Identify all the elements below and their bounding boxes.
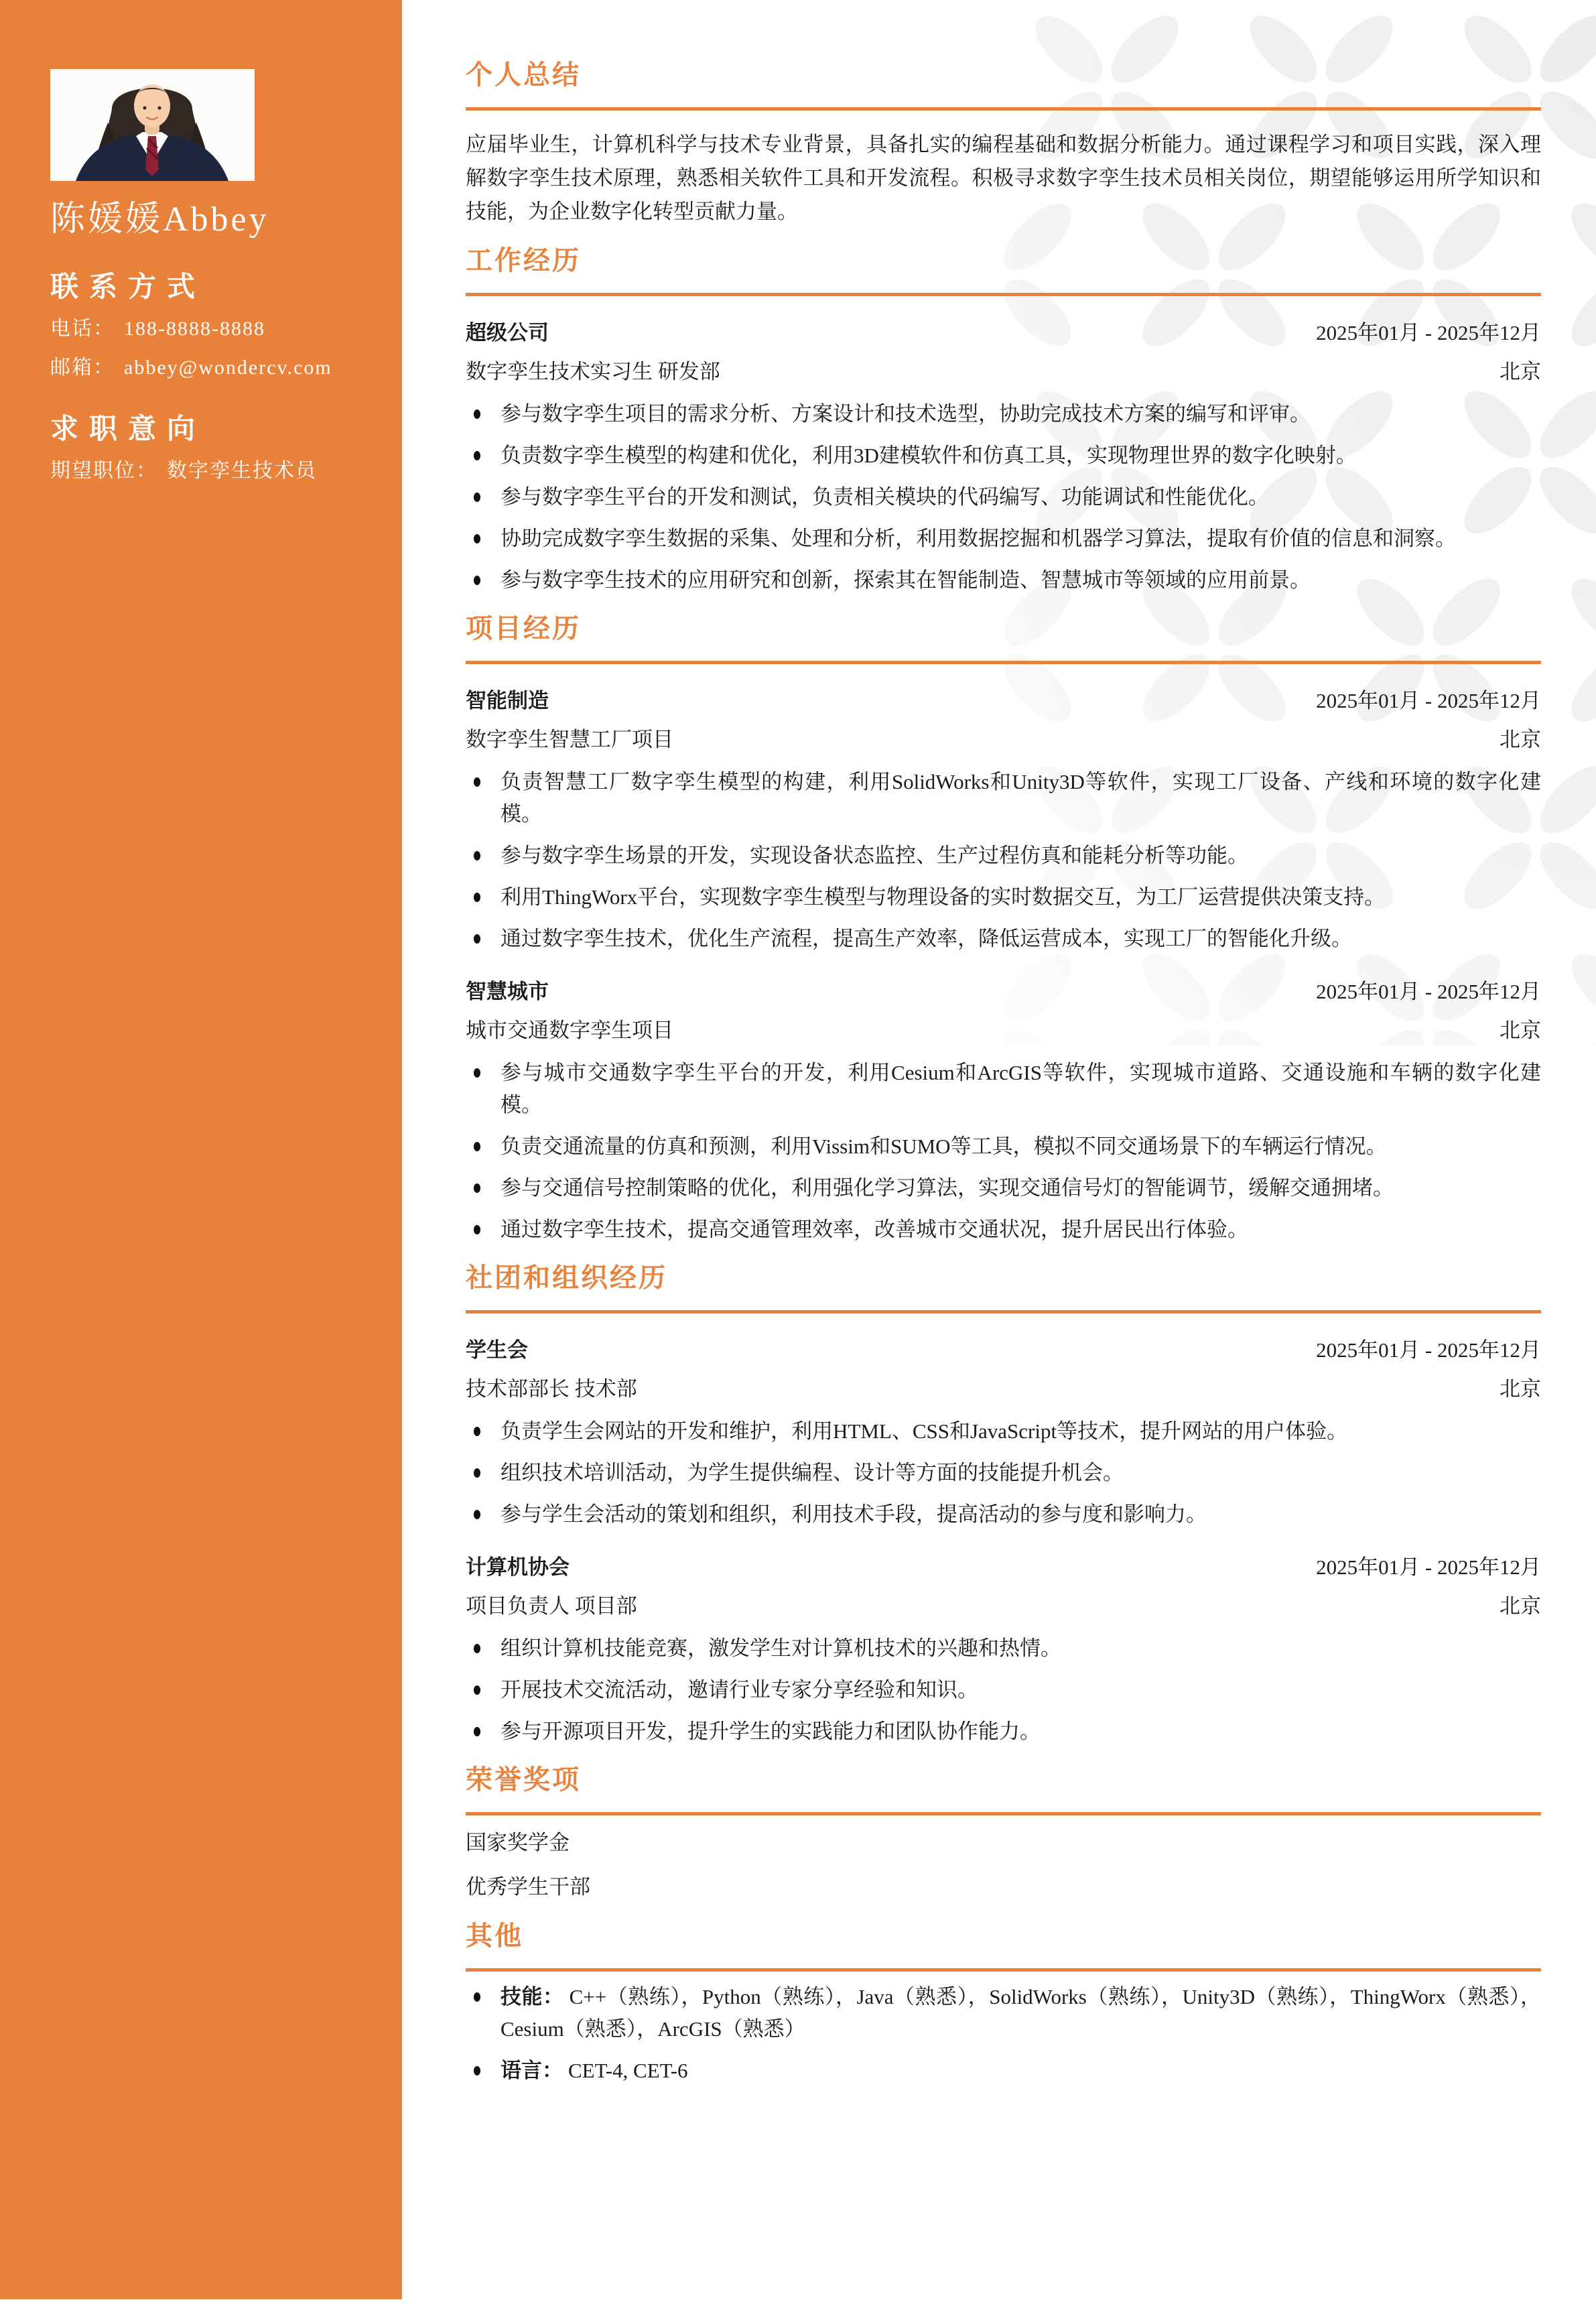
bullet-text: 开展技术交流活动，邀请行业专家分享经验和知识。 [501, 1678, 978, 1702]
section-title: 项目经历 [466, 613, 581, 643]
intention-section-title: 求职意向 [50, 414, 206, 445]
entry-location: 北京 [1500, 1019, 1541, 1042]
summary-text: 应届毕业生，计算机科学与技术专业背景，具备扎实的编程基础和数据分析能力。通过课程学习和项目实践，深入理解数字孪生技术原理，熟悉相关软件工具和开发流程。积极寻求数字孪生技术员相关岗位，期望能够运用所学知识和技能，为企业数字化转型贡献力量。 [466, 133, 1541, 223]
bullet-dot [474, 1142, 480, 1151]
entry-location: 北京 [1500, 728, 1541, 751]
skills-line [501, 1981, 1541, 2045]
entry-location: 北京 [1500, 1377, 1541, 1401]
section-title: 荣誉奖项 [466, 1765, 581, 1795]
section-honors [466, 1764, 1541, 1904]
entry-role: 数字孪生技术实习生 研发部 [466, 360, 720, 383]
entry-role: 项目负责人 项目部 [466, 1594, 637, 1618]
organization-name: 学生会 [466, 1338, 528, 1362]
section-divider [466, 661, 1541, 664]
bullet-dot [474, 1727, 480, 1736]
entry-date: 2025年01月 - 2025年12月 [1316, 1555, 1541, 1579]
resume-main [466, 0, 1541, 2087]
organization-entry [466, 1551, 1541, 1748]
profile-photo [50, 69, 255, 181]
bullet-dot [474, 893, 480, 902]
bullet-item [466, 1057, 1541, 1121]
bullet-dot [474, 2066, 480, 2075]
work-entry [466, 316, 1541, 596]
project-entry [466, 684, 1541, 955]
bullet-text: 负责智慧工厂数字孪生模型的构建，利用SolidWorks和Unity3D等软件，实现工厂设备、产线和环境的数字化建模。 [501, 770, 1541, 826]
bullet-dot [474, 851, 480, 860]
bullet-item [466, 398, 1541, 430]
bullet-dot [474, 1510, 480, 1519]
entry-role: 技术部部长 技术部 [466, 1377, 637, 1401]
section-title: 个人总结 [466, 60, 581, 90]
bullet-dot [474, 934, 480, 944]
bullet-item [466, 1214, 1541, 1246]
section-title: 工作经历 [466, 245, 581, 275]
bullet-text: 负责学生会网站的开发和维护，利用HTML、CSS和JavaScript等技术，提升网站的用户体验。 [501, 1419, 1348, 1443]
bullet-text: 参与数字孪生技术的应用研究和创新，探索其在智能制造、智慧城市等领域的应用前景。 [501, 568, 1311, 592]
entry-location: 北京 [1500, 360, 1541, 383]
phone-row [50, 315, 343, 343]
entry-date: 2025年01月 - 2025年12月 [1316, 321, 1541, 344]
bullet-item [466, 1457, 1541, 1489]
project-name: 智能制造 [466, 689, 549, 712]
bullet-dot [474, 1427, 480, 1436]
desired-position-label: 期望职位： [50, 460, 157, 482]
honor-item: 国家奖学金 [466, 1831, 570, 1854]
bullet-item [466, 523, 1541, 555]
section-divider [466, 107, 1541, 111]
section-title: 其他 [466, 1921, 523, 1951]
section-divider [466, 293, 1541, 296]
section-title: 社团和组织经历 [466, 1263, 667, 1293]
bullet-dot [474, 1685, 480, 1695]
bullet-text: 参与开源项目开发，提升学生的实践能力和团队协作能力。 [501, 1720, 1041, 1743]
bullet-dot [474, 409, 480, 419]
bullet-dot [474, 1644, 480, 1653]
candidate-name: 陈媛媛Abbey [50, 200, 269, 239]
section-summary [466, 59, 1541, 229]
email-value: abbey@wondercv.com [124, 357, 332, 379]
bullet-dot [474, 1225, 480, 1234]
bullet-text: 组织计算机技能竞赛，激发学生对计算机技术的兴趣和热情。 [501, 1637, 1061, 1660]
bullet-item [466, 840, 1541, 872]
section-projects [466, 613, 1541, 1246]
bullet-dot [474, 534, 480, 543]
desired-position-value: 数字孪生技术员 [167, 460, 317, 482]
bullet-item [466, 1674, 1541, 1706]
bullet-text: 通过数字孪生技术，优化生产流程，提高生产效率，降低运营成本，实现工厂的智能化升级。 [501, 927, 1352, 950]
phone-label: 电话： [50, 318, 115, 340]
company-name: 超级公司 [466, 321, 549, 344]
project-subtitle: 城市交通数字孪生项目 [466, 1019, 673, 1042]
bullet-item [466, 1131, 1541, 1163]
entry-date: 2025年01月 - 2025年12月 [1316, 980, 1541, 1003]
bullet-item [466, 923, 1541, 955]
project-name: 智慧城市 [466, 980, 549, 1003]
organization-entry [466, 1334, 1541, 1531]
email-row [50, 354, 343, 382]
bullet-dot [474, 1068, 480, 1078]
bullet-item [466, 766, 1541, 830]
bullet-dot [474, 1183, 480, 1193]
bullet-text: 组织技术培训活动，为学生提供编程、设计等方面的技能提升机会。 [501, 1461, 1124, 1484]
bullet-dot [474, 1992, 480, 2002]
bullet-text: 负责交通流量的仿真和预测，利用Vissim和SUMO等工具，模拟不同交通场景下的车辆运行情况。 [501, 1135, 1387, 1158]
bullet-item [466, 1172, 1541, 1204]
section-divider [466, 1310, 1541, 1313]
bullet-item [466, 564, 1541, 596]
project-entry [466, 975, 1541, 1246]
email-label: 邮箱： [50, 357, 115, 379]
bullet-dot [474, 493, 480, 502]
bullet-item [466, 1498, 1541, 1531]
section-divider [466, 1968, 1541, 1972]
bullet-dot [474, 1468, 480, 1478]
entry-date: 2025年01月 - 2025年12月 [1316, 689, 1541, 712]
bullet-item [466, 2055, 1541, 2087]
bullet-text: 参与数字孪生平台的开发和测试，负责相关模块的代码编写、功能调试和性能优化。 [501, 485, 1269, 509]
languages-label: 语言： [501, 2059, 563, 2082]
bullet-item [466, 1716, 1541, 1748]
entry-location: 北京 [1500, 1594, 1541, 1618]
languages-line [501, 2055, 1541, 2087]
bullet-item [466, 881, 1541, 913]
phone-value: 188-8888-8888 [124, 318, 265, 340]
bullet-dot [474, 451, 480, 460]
section-divider [466, 1812, 1541, 1815]
bullet-item [466, 1632, 1541, 1665]
section-work [466, 245, 1541, 596]
bullet-item [466, 440, 1541, 472]
bullet-text: 通过数字孪生技术，提高交通管理效率，改善城市交通状况，提升居民出行体验。 [501, 1218, 1248, 1241]
section-organizations [466, 1262, 1541, 1748]
bullet-text: 协助完成数字孪生数据的采集、处理和分析，利用数据挖掘和机器学习算法，提取有价值的信息和洞察。 [501, 527, 1456, 550]
project-subtitle: 数字孪生智慧工厂项目 [466, 728, 673, 751]
bullet-text: 参与学生会活动的策划和组织，利用技术手段，提高活动的参与度和影响力。 [501, 1502, 1207, 1526]
bullet-dot [474, 777, 480, 787]
bullet-item [466, 1981, 1541, 2045]
bullet-item [466, 1415, 1541, 1448]
bullet-text: 参与数字孪生场景的开发，实现设备状态监控、生产过程仿真和能耗分析等功能。 [501, 844, 1248, 867]
sidebar [0, 0, 402, 2299]
bullet-text: 利用ThingWorx平台，实现数字孪生模型与物理设备的实时数据交互，为工厂运营提供决策支持。 [501, 885, 1386, 909]
organization-name: 计算机协会 [466, 1555, 570, 1579]
bullet-text: 参与城市交通数字孪生平台的开发，利用Cesium和ArcGIS等软件，实现城市道路、交通设施和车辆的数字化建模。 [501, 1061, 1541, 1116]
languages-text: CET-4, CET-6 [568, 2059, 688, 2082]
entry-date: 2025年01月 - 2025年12月 [1316, 1338, 1541, 1362]
bullet-text: 参与数字孪生项目的需求分析、方案设计和技术选型，协助完成技术方案的编写和评审。 [501, 402, 1311, 426]
section-other [466, 1920, 1541, 2087]
bullet-item [466, 481, 1541, 513]
bullet-text: 参与交通信号控制策略的优化，利用强化学习算法，实现交通信号灯的智能调节，缓解交通拥堵。 [501, 1176, 1394, 1200]
bullet-text: 负责数字孪生模型的构建和优化，利用3D建模软件和仿真工具，实现物理世界的数字化映射。 [501, 444, 1357, 467]
skills-text: C++（熟练），Python（熟练），Java（熟悉），SolidWorks（熟练），Unity3D（熟练），ThingWorx（熟悉），Cesium（熟悉），ArcGIS（熟悉） [501, 1985, 1541, 2041]
skills-label: 技能： [501, 1985, 564, 2008]
contact-section-title: 联系方式 [50, 272, 206, 303]
desired-position-row [50, 457, 343, 485]
bullet-dot [474, 576, 480, 585]
honor-item: 优秀学生干部 [466, 1875, 590, 1899]
